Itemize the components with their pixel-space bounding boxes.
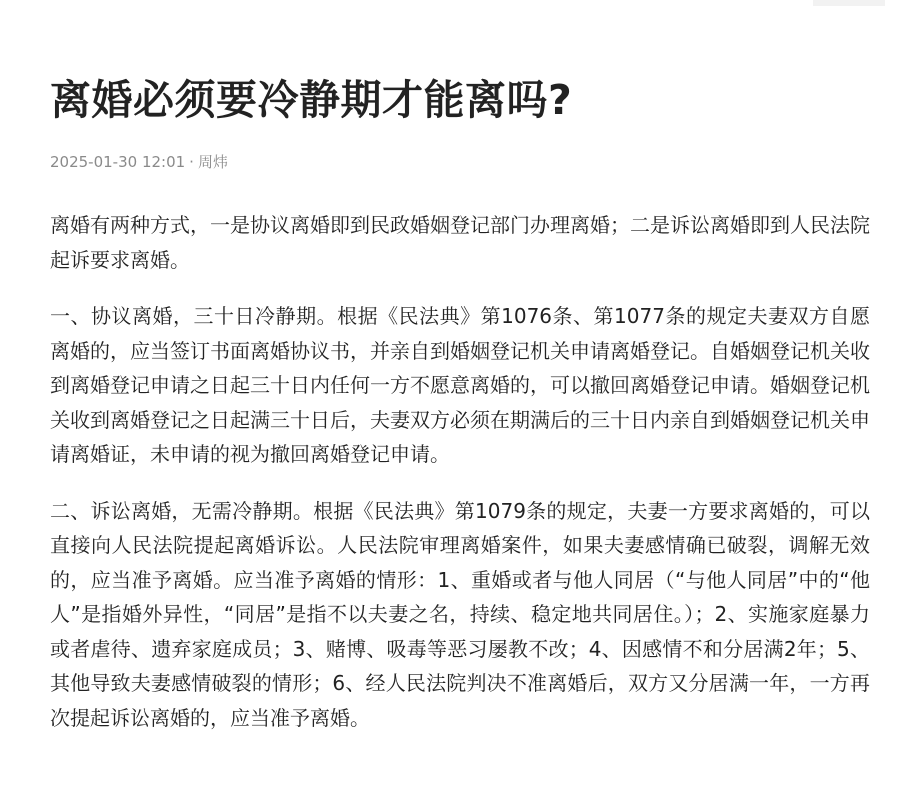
publish-datetime: 2025-01-30 12:01 <box>50 153 186 171</box>
article-meta <box>50 152 870 172</box>
article-body <box>50 208 870 735</box>
top-edge-decoration <box>813 0 885 6</box>
paragraph-litigation-divorce: 二、诉讼离婚，无需冷静期。根据《民法典》第1079条的规定，夫妻一方要求离婚的，可以直接向人民法院提起离婚诉讼。人民法院审理离婚案件，如果夫妻感情确已破裂，调解无效的，应当准予离婚。应当准予离婚的情形：1、重婚或者与他人同居（“与他人同居”中的“他人”是指婚外异性，“同居”是指不以夫妻之名，持续、稳定地共同居住。）；2、实施家庭暴力或者虐待、遗弃家庭成员；3、赌博、吸毒等恶习屡教不改；4、因感情不和分居满2年；5、其他导致夫妻感情破裂的情形；6、经人民法院判决不准离婚后，双方又分居满一年，一方再次提起诉讼离婚的，应当准予离婚。 <box>50 498 870 730</box>
article <box>50 72 870 757</box>
article-title: 离婚必须要冷静期才能离吗? <box>50 76 573 124</box>
meta-separator: · <box>189 153 194 171</box>
paragraph-intro: 离婚有两种方式，一是协议离婚即到民政婚姻登记部门办理离婚；二是诉讼离婚即到人民法院起诉要求离婚。 <box>50 213 870 272</box>
paragraph-agreement-divorce: 一、协议离婚，三十日冷静期。根据《民法典》第1076条、第1077条的规定夫妻双方自愿离婚的，应当签订书面离婚协议书，并亲自到婚姻登记机关申请离婚登记。自婚姻登记机关收到离婚登记申请之日起三十日内任何一方不愿意离婚的，可以撤回离婚登记申请。婚姻登记机关收到离婚登记之日起满三十日后，夫妻双方必须在期满后的三十日内亲自到婚姻登记机关申请离婚证，未申请的视为撤回离婚登记申请。 <box>50 304 870 466</box>
author-name: 周炜 <box>197 153 228 171</box>
